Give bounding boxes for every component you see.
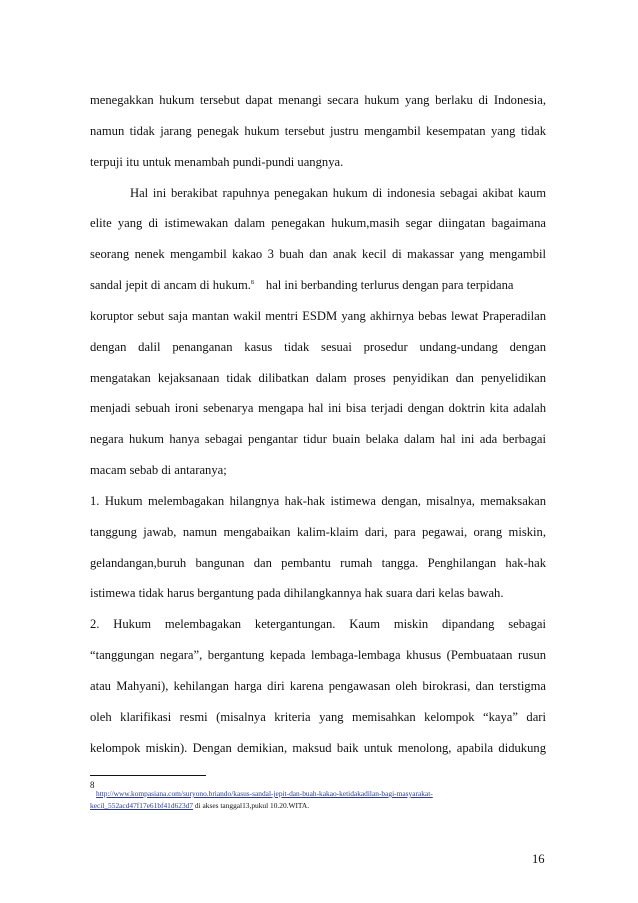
- body-line: negara hukum hanya sebagai pengantar tidur buain belaka dalam hal ini ada berbagai: [90, 432, 546, 446]
- footnote-link[interactable]: http://www.kompasiana.com/suryono.briando/kasus-sandal-jepit-dan-buah-kakao-ketidakadilan-bagi-masyarakat-: [96, 789, 433, 798]
- body-line: koruptor sebut saja mantan wakil mentri ESDM yang akhirnya bebas lewat Praperadilan: [90, 309, 546, 323]
- footnote-number: 8: [90, 780, 95, 790]
- body-line: istimewa tidak harus bergantung pada dihilangkannya hak suara dari kelas bawah.: [90, 586, 504, 600]
- page-number: 16: [532, 852, 545, 866]
- body-line: “tanggungan negara”, bergantung kepada lembaga-lembaga khusus (Pembuataan rusun: [90, 648, 546, 662]
- body-line-text: hal ini berbanding terlurus dengan para terpidana: [265, 278, 514, 292]
- footnote-reference: 8: [250, 279, 254, 286]
- body-line: elite yang di istimewakan dalam penegakan hukum,masih segar diingatan bagaimana: [90, 216, 546, 230]
- body-line: gelandangan,buruh bangunan dan pembantu rumah tangga. Penghilangan hak-hak: [90, 556, 546, 570]
- footnote-line-1: [96, 789, 433, 799]
- footnote-link-continued[interactable]: kecil_552acd47f17e61bf41d623d7: [90, 801, 194, 810]
- footnote-access-note: di akses tanggal13,pukul 10.20.WITA.: [193, 801, 310, 810]
- body-line: mengatakan kejaksanaan tidak dilibatkan dalam proses penyidikan dan penyelidikan: [90, 371, 546, 385]
- body-line: tanggung jawab, namun mengabaikan kalim-klaim dari, para pegawai, orang miskin,: [90, 525, 546, 539]
- body-line: oleh klarifikasi resmi (misalnya kriteria yang memisahkan kelompok “kaya” dari: [90, 710, 546, 724]
- body-line: seorang nenek mengambil kakao 3 buah dan anak kecil di makassar yang mengambil: [90, 247, 546, 261]
- body-line: namun tidak jarang penegak hukum tersebut justru mengambil kesempatan yang tidak: [90, 124, 546, 138]
- list-item-2: 2. Hukum melembagakan ketergantungan. Kaum miskin dipandang sebagai: [90, 617, 546, 631]
- body-line: macam sebab di antaranya;: [90, 463, 227, 477]
- footnote-divider: [90, 775, 206, 776]
- body-line: kelompok miskin). Dengan demikian, maksud baik untuk menolong, apabila didukung: [90, 741, 546, 755]
- body-line: menegakkan hukum tersebut dapat menangi secara hukum yang berlaku di Indonesia,: [90, 93, 546, 107]
- list-item-1: 1. Hukum melembagakan hilangnya hak-hak istimewa dengan, misalnya, memaksakan: [90, 494, 546, 508]
- body-line-text: sandal jepit di ancam di hukum.: [90, 278, 251, 292]
- body-line: dengan dalil penanganan kasus tidak sesuai prosedur undang-undang dengan: [90, 340, 546, 354]
- footnote-line-2: [90, 801, 309, 811]
- body-line: terpuji itu untuk menambah pundi-pundi uangnya.: [90, 155, 344, 169]
- body-line: menjadi sebuah ironi sebenarya mengapa hal ini bisa terjadi dengan doktrin kita adalah: [90, 401, 546, 415]
- body-line: Hal ini berakibat rapuhnya penegakan hukum di indonesia sebagai akibat kaum: [130, 186, 546, 200]
- body-line-with-footnote: [90, 277, 546, 293]
- body-line: atau Mahyani), kehilangan harga diri karena pengawasan oleh birokrasi, dan terstigma: [90, 679, 546, 693]
